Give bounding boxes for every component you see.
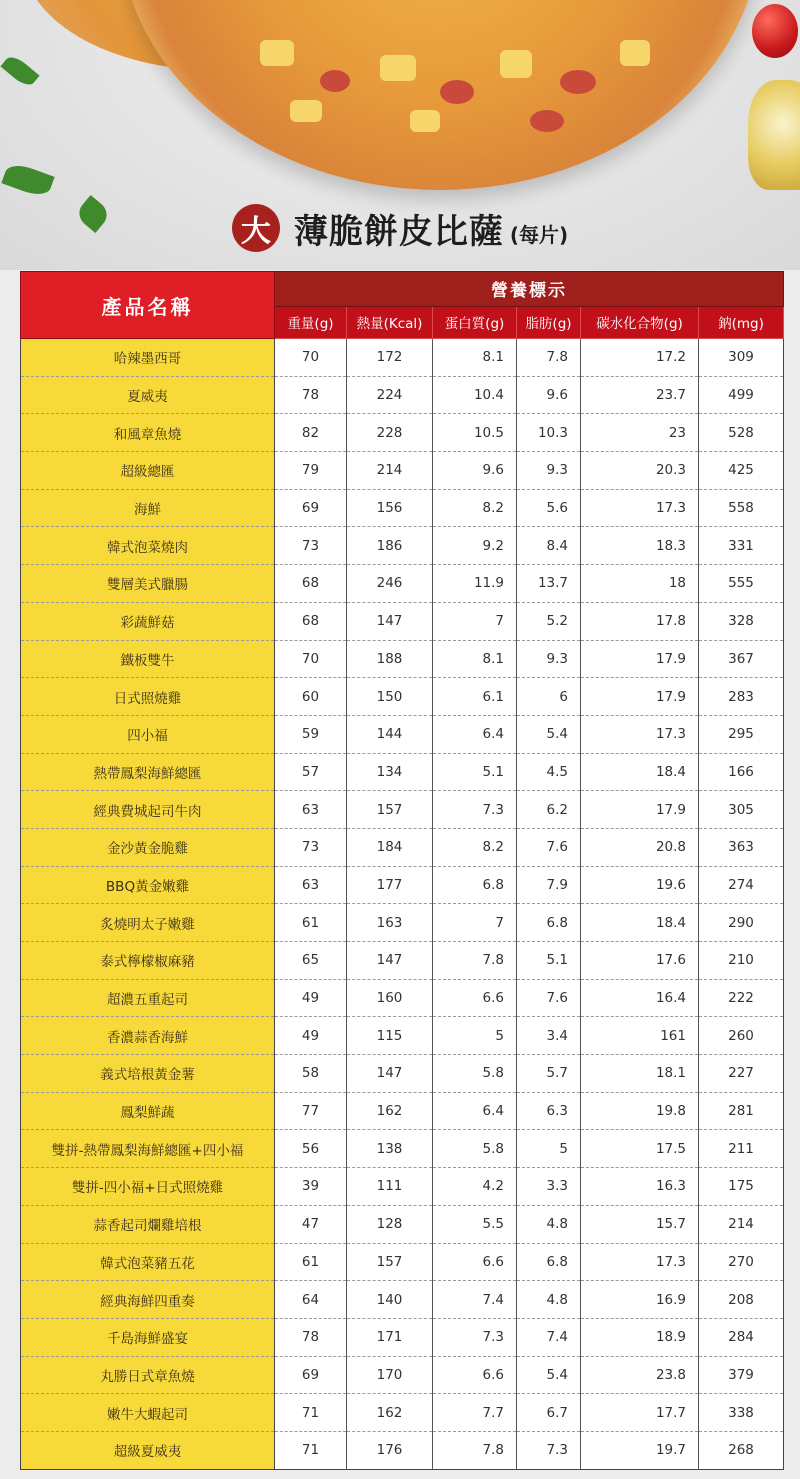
nutrition-value-cell: 61 [275,1243,347,1281]
nutrition-value-cell: 367 [699,640,784,678]
product-name-cell: 蒜香起司爛雞培根 [21,1205,275,1243]
nutrition-value-cell: 186 [347,527,433,565]
product-name-cell: 泰式檸檬椒麻豬 [21,942,275,980]
product-name-cell: 韓式泡菜豬五花 [21,1243,275,1281]
nutrition-value-cell: 227 [699,1055,784,1093]
table-row [21,866,784,904]
nutrition-value-cell: 111 [347,1168,433,1206]
nutrition-value-cell: 150 [347,678,433,716]
nutrition-value-cell: 78 [275,1318,347,1356]
product-name-cell: 金沙黃金脆雞 [21,828,275,866]
nutrition-value-cell: 49 [275,979,347,1017]
table-row [21,1356,784,1394]
nutrition-value-cell: 20.8 [581,828,699,866]
nutrition-value-cell: 10.4 [433,376,517,414]
nutrition-value-cell: 16.3 [581,1168,699,1206]
column-header: 熱量(Kcal) [347,306,433,339]
nutrition-value-cell: 5.4 [517,1356,581,1394]
nutrition-value-cell: 18.4 [581,904,699,942]
nutrition-value-cell: 9.3 [517,452,581,490]
nutrition-value-cell: 39 [275,1168,347,1206]
nutrition-value-cell: 290 [699,904,784,942]
nutrition-value-cell: 6.2 [517,791,581,829]
table-row [21,489,784,527]
nutrition-value-cell: 6.1 [433,678,517,716]
nutrition-table [20,271,784,1470]
nutrition-value-cell: 19.7 [581,1431,699,1469]
nutrition-value-cell: 23.8 [581,1356,699,1394]
nutrition-value-cell: 7.8 [517,339,581,377]
nutrition-value-cell: 18 [581,565,699,603]
nutrition-value-cell: 3.3 [517,1168,581,1206]
nutrition-value-cell: 379 [699,1356,784,1394]
product-name-cell: 經典海鮮四重奏 [21,1281,275,1319]
nutrition-value-cell: 5 [517,1130,581,1168]
basil-leaf-icon [0,53,39,90]
nutrition-value-cell: 63 [275,791,347,829]
nutrition-value-cell: 18.3 [581,527,699,565]
nutrition-value-cell: 5.7 [517,1055,581,1093]
table-row [21,904,784,942]
nutrition-value-cell: 78 [275,376,347,414]
nutrition-value-cell: 175 [699,1168,784,1206]
nutrition-value-cell: 7.8 [433,942,517,980]
nutrition-value-cell: 284 [699,1318,784,1356]
nutrition-value-cell: 58 [275,1055,347,1093]
table-row [21,339,784,377]
nutrition-value-cell: 6.6 [433,1356,517,1394]
nutrition-value-cell: 162 [347,1394,433,1432]
product-name-cell: 義式培根黃金薯 [21,1055,275,1093]
product-name-cell: 雙層美式臘腸 [21,565,275,603]
nutrition-value-cell: 6.3 [517,1092,581,1130]
product-name-cell: 熱帶鳳梨海鮮總匯 [21,753,275,791]
product-name-cell: 夏威夷 [21,376,275,414]
nutrition-value-cell: 17.3 [581,715,699,753]
olive-oil-image [748,80,800,190]
nutrition-value-cell: 18.1 [581,1055,699,1093]
nutrition-value-cell: 82 [275,414,347,452]
product-name-cell: 超濃五重起司 [21,979,275,1017]
nutrition-value-cell: 228 [347,414,433,452]
nutrition-value-cell: 15.7 [581,1205,699,1243]
nutrition-value-cell: 177 [347,866,433,904]
table-row [21,753,784,791]
nutrition-value-cell: 170 [347,1356,433,1394]
nutrition-value-cell: 9.6 [433,452,517,490]
nutrition-value-cell: 211 [699,1130,784,1168]
nutrition-value-cell: 7.8 [433,1431,517,1469]
nutrition-value-cell: 214 [699,1205,784,1243]
nutrition-value-cell: 17.3 [581,489,699,527]
nutrition-value-cell: 147 [347,1055,433,1093]
nutrition-value-cell: 10.3 [517,414,581,452]
product-name-cell: 嫩牛大蝦起司 [21,1394,275,1432]
product-name-cell: 香濃蒜香海鮮 [21,1017,275,1055]
nutrition-value-cell: 214 [347,452,433,490]
nutrition-value-cell: 6.4 [433,715,517,753]
table-row [21,1318,784,1356]
nutrition-value-cell: 57 [275,753,347,791]
nutrition-value-cell: 128 [347,1205,433,1243]
nutrition-value-cell: 79 [275,452,347,490]
nutrition-value-cell: 144 [347,715,433,753]
table-row [21,1055,784,1093]
nutrition-value-cell: 5.8 [433,1130,517,1168]
product-name-cell: 雙拼-四小福+日式照燒雞 [21,1168,275,1206]
nutrition-value-cell: 260 [699,1017,784,1055]
table-row [21,1243,784,1281]
nutrition-value-cell: 17.5 [581,1130,699,1168]
nutrition-value-cell: 281 [699,1092,784,1130]
nutrition-value-cell: 18.9 [581,1318,699,1356]
table-row [21,527,784,565]
nutrition-value-cell: 5.4 [517,715,581,753]
nutrition-value-cell: 7.3 [433,1318,517,1356]
nutrition-value-cell: 270 [699,1243,784,1281]
table-row [21,1205,784,1243]
nutrition-value-cell: 23 [581,414,699,452]
tomato-image [752,4,798,58]
nutrition-value-cell: 363 [699,828,784,866]
nutrition-value-cell: 140 [347,1281,433,1319]
nutrition-value-cell: 134 [347,753,433,791]
nutrition-value-cell: 13.7 [517,565,581,603]
nutrition-value-cell: 7.3 [517,1431,581,1469]
nutrition-value-cell: 18.4 [581,753,699,791]
product-name-cell: 海鮮 [21,489,275,527]
nutrition-value-cell: 305 [699,791,784,829]
nutrition-value-cell: 157 [347,791,433,829]
nutrition-value-cell: 17.7 [581,1394,699,1432]
nutrition-value-cell: 6.8 [517,1243,581,1281]
nutrition-value-cell: 17.8 [581,602,699,640]
nutrition-value-cell: 425 [699,452,784,490]
nutrition-value-cell: 172 [347,339,433,377]
nutrition-value-cell: 328 [699,602,784,640]
nutrition-value-cell: 138 [347,1130,433,1168]
nutrition-value-cell: 6.8 [517,904,581,942]
nutrition-value-cell: 77 [275,1092,347,1130]
table-row [21,1281,784,1319]
nutrition-value-cell: 274 [699,866,784,904]
table-row [21,715,784,753]
nutrition-value-cell: 16.4 [581,979,699,1017]
nutrition-value-cell: 115 [347,1017,433,1055]
nutrition-value-cell: 5.8 [433,1055,517,1093]
table-row [21,1130,784,1168]
nutrition-value-cell: 68 [275,602,347,640]
nutrition-value-cell: 171 [347,1318,433,1356]
title-main: 薄脆餅皮比薩 [293,211,504,252]
nutrition-value-cell: 3.4 [517,1017,581,1055]
nutrition-value-cell: 176 [347,1431,433,1469]
nutrition-value-cell: 162 [347,1092,433,1130]
nutrition-value-cell: 9.2 [433,527,517,565]
nutrition-value-cell: 499 [699,376,784,414]
column-header: 碳水化合物(g) [581,306,699,339]
table-row [21,942,784,980]
nutrition-value-cell: 5.5 [433,1205,517,1243]
table-row [21,414,784,452]
nutrition-value-cell: 184 [347,828,433,866]
nutrition-value-cell: 246 [347,565,433,603]
nutrition-value-cell: 68 [275,565,347,603]
nutrition-value-cell: 17.3 [581,1243,699,1281]
nutrition-value-cell: 61 [275,904,347,942]
title-sub: (每片) [509,222,569,247]
product-name-cell: 彩蔬鮮菇 [21,602,275,640]
table-row [21,1394,784,1432]
table-row [21,979,784,1017]
nutrition-value-cell: 6.6 [433,1243,517,1281]
table-row [21,828,784,866]
table-row [21,1092,784,1130]
nutrition-value-cell: 555 [699,565,784,603]
nutrition-value-cell: 71 [275,1394,347,1432]
nutrition-value-cell: 6.4 [433,1092,517,1130]
pizza-image [120,0,760,190]
nutrition-value-cell: 5.6 [517,489,581,527]
nutrition-value-cell: 17.9 [581,678,699,716]
nutrition-value-cell: 295 [699,715,784,753]
nutrition-value-cell: 11.9 [433,565,517,603]
nutrition-value-cell: 8.1 [433,339,517,377]
nutrition-value-cell: 7.6 [517,828,581,866]
nutrition-value-cell: 71 [275,1431,347,1469]
nutrition-value-cell: 56 [275,1130,347,1168]
nutrition-value-cell: 558 [699,489,784,527]
product-name-cell: 雙拼-熱帶鳳梨海鮮總匯+四小福 [21,1130,275,1168]
product-name-header: 產品名稱 [21,272,275,339]
table-row [21,1017,784,1055]
nutrition-value-cell: 7 [433,904,517,942]
nutrition-value-cell: 9.6 [517,376,581,414]
table-row [21,791,784,829]
nutrition-value-cell: 8.1 [433,640,517,678]
nutrition-value-cell: 17.9 [581,640,699,678]
nutrition-value-cell: 10.5 [433,414,517,452]
nutrition-value-cell: 5.2 [517,602,581,640]
column-header: 重量(g) [275,306,347,339]
nutrition-value-cell: 17.6 [581,942,699,980]
nutrition-value-cell: 65 [275,942,347,980]
nutrition-value-cell: 188 [347,640,433,678]
nutrition-value-cell: 73 [275,527,347,565]
table-row [21,565,784,603]
nutrition-value-cell: 210 [699,942,784,980]
nutrition-value-cell: 4.2 [433,1168,517,1206]
product-name-cell: 鐵板雙牛 [21,640,275,678]
nutrition-value-cell: 7.7 [433,1394,517,1432]
nutrition-value-cell: 5.1 [517,942,581,980]
nutrition-value-cell: 6.6 [433,979,517,1017]
nutrition-value-cell: 17.9 [581,791,699,829]
nutrition-value-cell: 160 [347,979,433,1017]
basil-leaf-icon [1,161,54,200]
nutrition-value-cell: 268 [699,1431,784,1469]
nutrition-value-cell: 64 [275,1281,347,1319]
table-row [21,602,784,640]
product-name-cell: BBQ黃金嫩雞 [21,866,275,904]
product-name-cell: 四小福 [21,715,275,753]
nutrition-value-cell: 4.5 [517,753,581,791]
nutrition-value-cell: 528 [699,414,784,452]
nutrition-value-cell: 157 [347,1243,433,1281]
nutrition-value-cell: 69 [275,489,347,527]
nutrition-value-cell: 47 [275,1205,347,1243]
nutrition-value-cell: 7.3 [433,791,517,829]
nutrition-value-cell: 7.6 [517,979,581,1017]
column-header: 脂肪(g) [517,306,581,339]
product-name-cell: 經典費城起司牛肉 [21,791,275,829]
table-row [21,640,784,678]
nutrition-group-header: 營養標示 [275,272,784,307]
nutrition-value-cell: 19.8 [581,1092,699,1130]
nutrition-value-cell: 49 [275,1017,347,1055]
nutrition-value-cell: 6 [517,678,581,716]
product-name-cell: 超級夏威夷 [21,1431,275,1469]
table-row [21,678,784,716]
nutrition-value-cell: 9.3 [517,640,581,678]
nutrition-value-cell: 147 [347,602,433,640]
product-name-cell: 和風章魚燒 [21,414,275,452]
nutrition-value-cell: 224 [347,376,433,414]
nutrition-value-cell: 163 [347,904,433,942]
table-row [21,1431,784,1469]
size-badge: 大 [232,204,280,252]
nutrition-value-cell: 208 [699,1281,784,1319]
nutrition-value-cell: 309 [699,339,784,377]
nutrition-value-cell: 4.8 [517,1205,581,1243]
nutrition-value-cell: 161 [581,1017,699,1055]
table-row [21,376,784,414]
product-name-cell: 千島海鮮盛宴 [21,1318,275,1356]
nutrition-value-cell: 7.4 [433,1281,517,1319]
nutrition-value-cell: 16.9 [581,1281,699,1319]
nutrition-value-cell: 70 [275,339,347,377]
nutrition-value-cell: 331 [699,527,784,565]
nutrition-value-cell: 5 [433,1017,517,1055]
nutrition-value-cell: 20.3 [581,452,699,490]
page-title [0,198,800,258]
nutrition-value-cell: 70 [275,640,347,678]
column-header: 蛋白質(g) [433,306,517,339]
nutrition-value-cell: 4.8 [517,1281,581,1319]
nutrition-value-cell: 166 [699,753,784,791]
nutrition-value-cell: 59 [275,715,347,753]
product-name-cell: 韓式泡菜燒肉 [21,527,275,565]
product-name-cell: 炙燒明太子嫩雞 [21,904,275,942]
nutrition-value-cell: 19.6 [581,866,699,904]
nutrition-value-cell: 60 [275,678,347,716]
nutrition-value-cell: 23.7 [581,376,699,414]
nutrition-value-cell: 69 [275,1356,347,1394]
product-name-cell: 哈辣墨西哥 [21,339,275,377]
product-name-cell: 日式照燒雞 [21,678,275,716]
nutrition-value-cell: 156 [347,489,433,527]
nutrition-value-cell: 8.2 [433,489,517,527]
column-header: 鈉(mg) [699,306,784,339]
nutrition-value-cell: 222 [699,979,784,1017]
nutrition-value-cell: 7.9 [517,866,581,904]
nutrition-value-cell: 73 [275,828,347,866]
nutrition-value-cell: 17.2 [581,339,699,377]
nutrition-value-cell: 5.1 [433,753,517,791]
nutrition-value-cell: 63 [275,866,347,904]
nutrition-value-cell: 6.8 [433,866,517,904]
nutrition-value-cell: 6.7 [517,1394,581,1432]
table-row [21,452,784,490]
nutrition-value-cell: 8.4 [517,527,581,565]
nutrition-value-cell: 283 [699,678,784,716]
nutrition-value-cell: 7.4 [517,1318,581,1356]
product-name-cell: 鳳梨鮮蔬 [21,1092,275,1130]
nutrition-value-cell: 338 [699,1394,784,1432]
nutrition-value-cell: 147 [347,942,433,980]
nutrition-value-cell: 7 [433,602,517,640]
product-name-cell: 超級總匯 [21,452,275,490]
product-name-cell: 丸勝日式章魚燒 [21,1356,275,1394]
table-row [21,1168,784,1206]
nutrition-value-cell: 8.2 [433,828,517,866]
